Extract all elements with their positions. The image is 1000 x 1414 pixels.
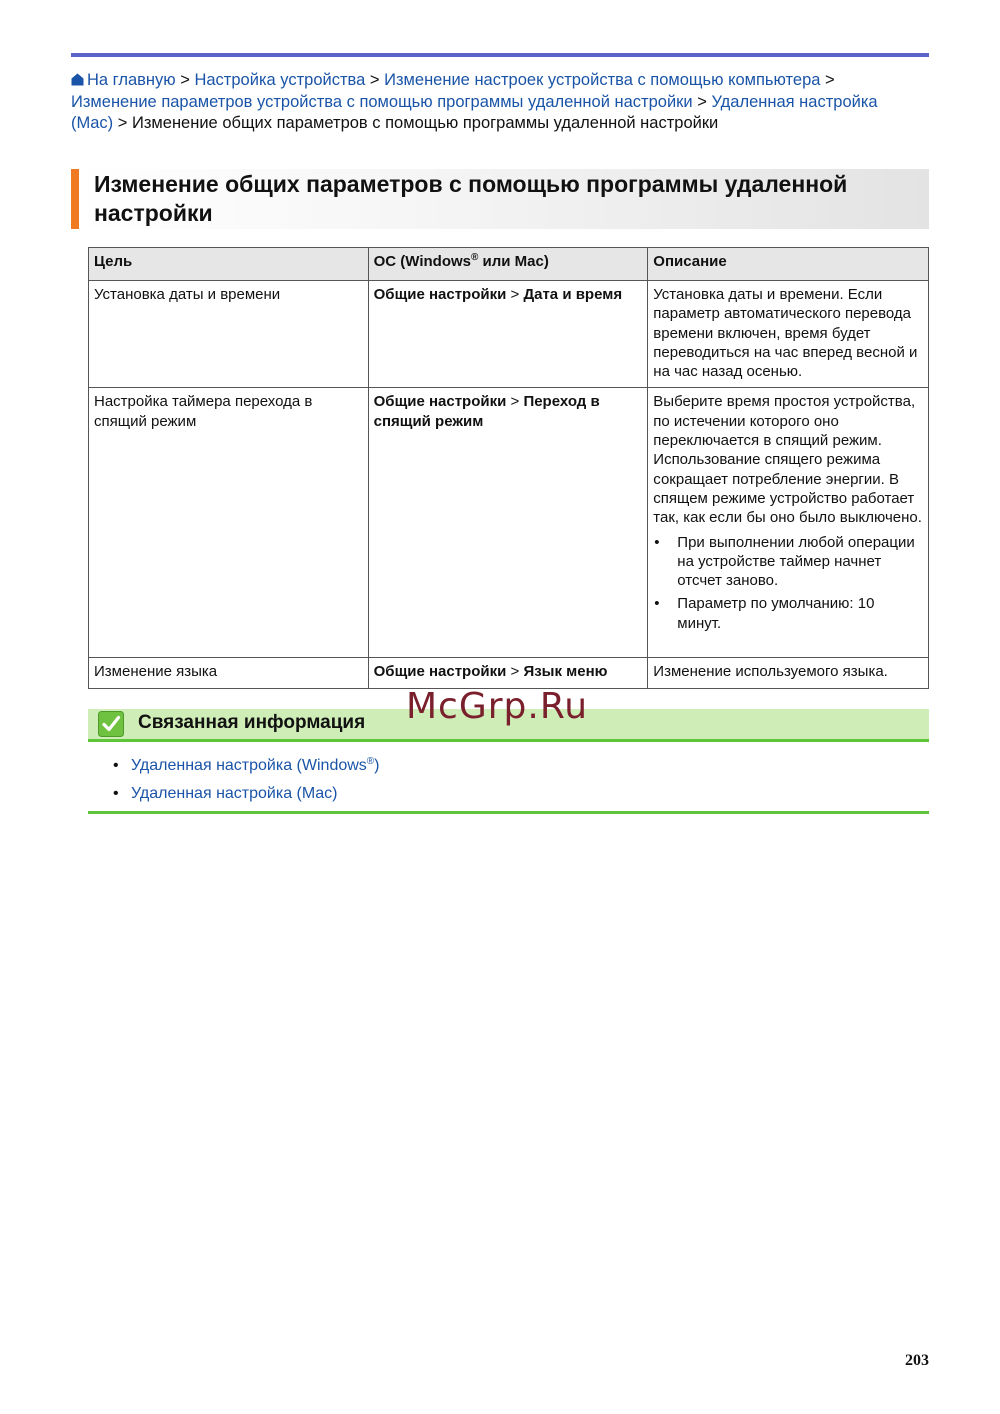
- menu-path-separator: >: [506, 663, 524, 681]
- menu-path-separator: >: [506, 393, 524, 411]
- cell-menu-path: [368, 388, 648, 658]
- check-icon: [98, 711, 124, 737]
- breadcrumb-current: Изменение общих параметров с помощью программы удаленной настройки: [132, 114, 719, 132]
- cell-menu-path: [368, 281, 648, 388]
- column-header-description: Описание: [648, 248, 929, 281]
- menu-path-part: Общие настройки: [373, 393, 507, 411]
- related-links: [113, 752, 380, 808]
- related-link-text: Удаленная настройка (Mac): [131, 785, 338, 802]
- page-title: Изменение общих параметров с помощью программы удаленной настройки: [94, 171, 848, 226]
- breadcrumb-link-remote-setup-mac[interactable]: Удаленная настройка (Mac): [71, 92, 878, 132]
- breadcrumb-separator: >: [369, 71, 380, 89]
- breadcrumb-separator: >: [117, 114, 128, 132]
- breadcrumb: [71, 70, 891, 135]
- page-title-block: [71, 169, 929, 229]
- cell-goal: Настройка таймера перехода в спящий режим: [89, 388, 369, 658]
- breadcrumb-separator: >: [825, 71, 835, 89]
- cell-goal: Установка даты и времени: [89, 281, 369, 388]
- registered-mark: ®: [471, 252, 479, 263]
- cell-goal: Изменение языка: [89, 658, 369, 688]
- table-row: [89, 658, 929, 688]
- menu-path-separator: >: [506, 286, 524, 303]
- cell-description: [648, 388, 929, 658]
- list-item: • Параметр по умолчанию: 10 минут.: [653, 594, 922, 633]
- column-header-goal: Цель: [89, 248, 369, 281]
- cell-description: Установка даты и времени. Если параметр автоматического перевода времени включен, время будет переводиться на час вперед весной и на час назад осенью.: [648, 281, 929, 388]
- watermark: McGrp.Ru: [406, 686, 589, 727]
- home-icon: [71, 73, 84, 86]
- column-header-os-prefix: ОС (Windows: [373, 253, 471, 270]
- breadcrumb-separator: >: [180, 71, 190, 89]
- title-accent-bar: [71, 169, 79, 229]
- menu-path-part: Переход в спящий режим: [373, 393, 600, 430]
- top-rule: [71, 53, 929, 57]
- description-notes: [653, 533, 922, 633]
- menu-path-part: Дата и время: [523, 286, 623, 303]
- menu-path-part: Общие настройки: [373, 663, 507, 681]
- breadcrumb-link-remote-setup-params[interactable]: Изменение параметров устройства с помощью программы удаленной настройки: [71, 92, 693, 111]
- registered-mark: ®: [366, 756, 375, 767]
- related-info-bottom-rule: [88, 811, 929, 814]
- related-link-remote-setup-windows[interactable]: [131, 757, 380, 774]
- description-text: Выберите время простоя устройства, по истечении которого оно переключается в спящий режим. Использование спящего режима сокращает потребление энергии. В спящем режиме устройство работает так, как если бы оно было выключено.: [653, 393, 922, 527]
- table-row: [89, 388, 929, 658]
- cell-description: Изменение используемого языка.: [648, 658, 929, 688]
- list-item: • При выполнении любой операции на устройстве таймер начнет отсчет заново.: [653, 533, 922, 591]
- menu-path-part: Общие настройки: [373, 286, 507, 303]
- related-link-text: Удаленная настройка (Windows: [131, 757, 367, 774]
- breadcrumb-link-device-setup[interactable]: Настройка устройства: [194, 71, 366, 89]
- related-link-remote-setup-mac[interactable]: [131, 785, 337, 802]
- column-header-os-suffix: или Mac): [478, 253, 549, 270]
- related-link-text-suffix: ): [374, 757, 380, 774]
- table-header-row: [89, 248, 929, 281]
- menu-path-part: Язык меню: [523, 663, 608, 681]
- list-item: [113, 780, 380, 808]
- breadcrumb-home[interactable]: На главную: [87, 71, 176, 89]
- list-item: [113, 752, 380, 780]
- related-info-title: Связанная информация: [138, 712, 366, 733]
- column-header-os: [368, 248, 648, 281]
- breadcrumb-separator: >: [697, 92, 707, 111]
- settings-table: [88, 247, 929, 689]
- table-row: [89, 281, 929, 388]
- cell-menu-path: [368, 658, 648, 688]
- breadcrumb-link-change-settings-computer[interactable]: Изменение настроек устройства с помощью компьютера: [384, 71, 821, 89]
- page-number: 203: [905, 1352, 929, 1369]
